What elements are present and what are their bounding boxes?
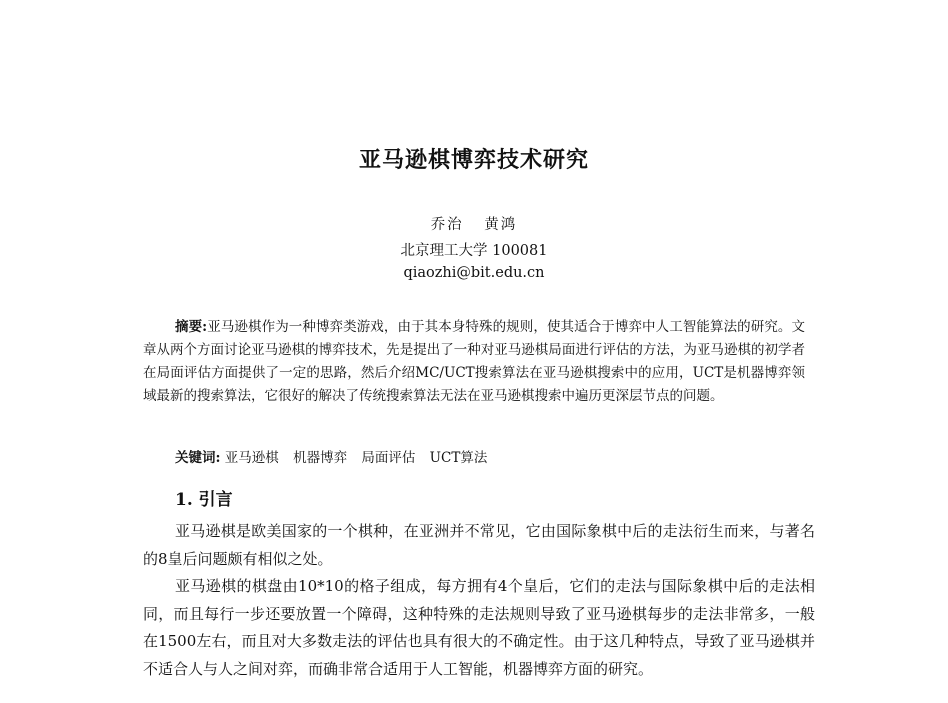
section-title: 引言: [198, 490, 233, 510]
paragraph: 亚马逊棋的棋盘由10*10的格子组成，每方拥有4个皇后，它们的走法与国际象棋中后的走法相同，而且每行一步还要放置一个障碍，这种特殊的走法规则导致了亚马逊棋每步的走法非常多，一般在1500左右，而且对大多数走法的评估也具有很大的不确定性。由于这几种特点，导致了亚马逊棋并不适合人与人之间对弈，而确非常合适用于人工智能，机器博弈方面的研究。: [143, 577, 815, 678]
section-heading: [175, 485, 233, 510]
paragraph: 亚马逊棋是欧美国家的一个棋种，在亚洲并不常见，它由国际象棋中后的走法衍生而来，与著名的8皇后问题颇有相似之处。: [143, 522, 815, 568]
paper-title: 亚马逊棋博弈技术研究: [358, 147, 589, 173]
keywords: [175, 446, 795, 466]
affiliation: 北京理工大学 100081: [400, 243, 548, 259]
body-text: [143, 518, 815, 683]
keyword: 机器博弈: [293, 450, 348, 466]
section-number: 1.: [175, 490, 193, 510]
keyword: UCT算法: [429, 450, 488, 466]
abstract-text: 亚马逊棋作为一种博弈类游戏，由于其本身特殊的规则，使其适合于博弈中人工智能算法的研究。文章从两个方面讨论亚马逊棋的博弈技术，先是提出了一种对亚马逊棋局面进行评估的方法，为亚马逊棋的初学者在局面评估方面提供了一定的思路，然后介绍MC/UCT搜索算法在亚马逊棋搜索中的应用，UCT是机器博弈领域最新的搜索算法，它很好的解决了传统搜索算法无法在亚马逊棋搜索中遍历更深层节点的问题。: [143, 319, 806, 404]
abstract-label: 摘要:: [175, 319, 208, 335]
abstract: [143, 316, 805, 408]
keyword: 局面评估: [361, 450, 416, 466]
keyword: 亚马逊棋: [224, 450, 279, 466]
keywords-label: 关键词:: [175, 450, 221, 466]
author-name: 乔治: [430, 217, 464, 233]
author-name: 黄鸿: [484, 217, 518, 233]
author-list: [0, 213, 948, 234]
author-email: qiaozhi@bit.edu.cn: [403, 265, 545, 281]
